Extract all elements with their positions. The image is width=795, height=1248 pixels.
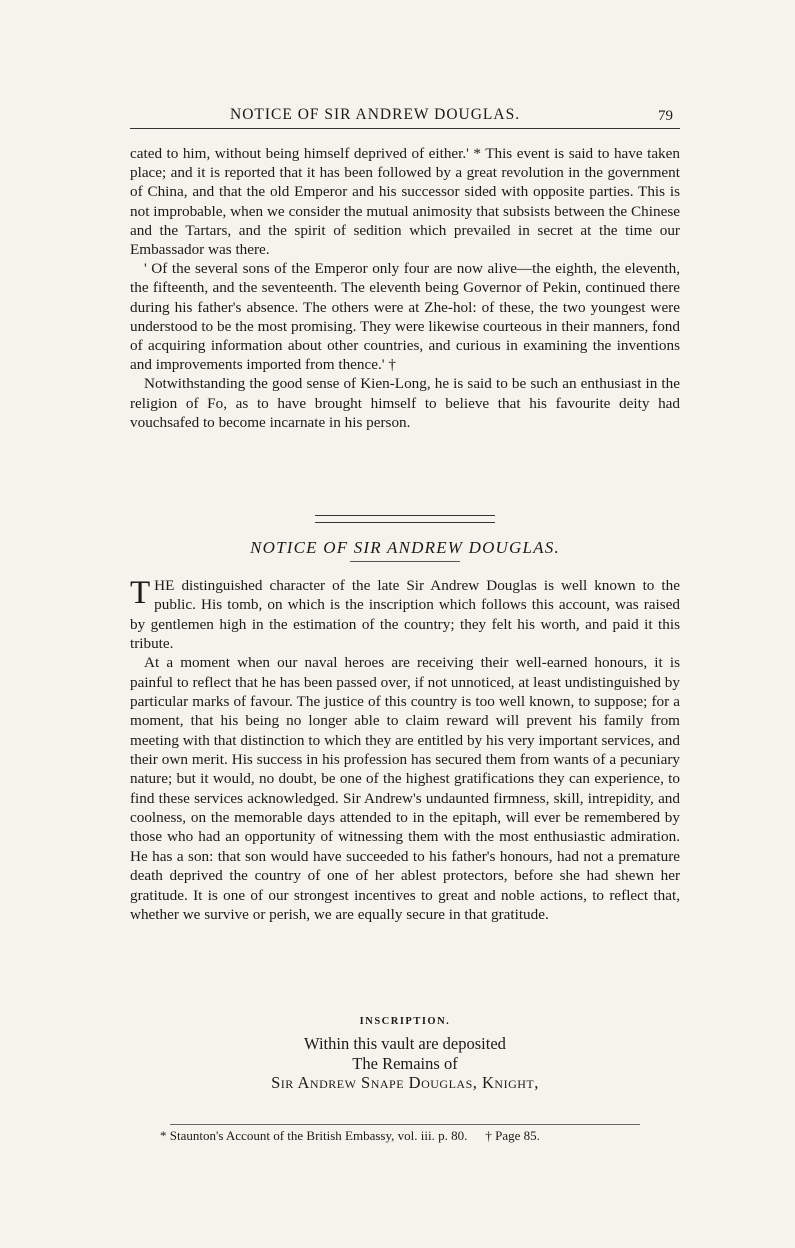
paragraph: At a moment when our naval heroes are receiving their well-earned honours, it is painful to reflect that he has been passed over, if not unnoticed, at least undistinguished by particular marks of favour. The justice of this country is too well known, to suppose; for a moment, that his being no longer able to claim reward will prevent his family from meeting with that distinction to which they are entitled by his very important services, and their own merit. His success in his profession has secured them from wants of a pecuniary nature; but it would, no doubt, be one of the highest gratifications they can experience, to find these services acknowledged. Sir Andrew's undaunted firmness, skill, intrepidity, and coolness, on the memorable days attended to in the epitaph, will ever be remembered by those who had an opportunity of witnessing them with the most enthusiastic admiration. He has a son: that son would have succeeded to his father's honours, had not a premature death deprived the country of one of her ablest protectors, before she had shewn her gratitude. It is one of our strongest incentives to great and noble actions, to reflect that, whether we survive or perish, we are equally secure in that gratitude.: [130, 654, 680, 923]
preceding-article-text: [130, 144, 680, 432]
inscription: [130, 1034, 680, 1093]
running-head-title: NOTICE OF SIR ANDREW DOUGLAS.: [230, 106, 521, 123]
inscription-line: Sir Andrew Snape Douglas, Knight,: [271, 1073, 539, 1092]
paragraph: Notwithstanding the good sense of Kien-Long, he is said to be such an enthusiast in the religion of Fo, as to have brought himself to believe that his favourite deity had vouchsafed to become incarnate in his person.: [130, 375, 680, 431]
paragraph: ' Of the several sons of the Emperor only four are now alive—the eighth, the eleventh, the fifteenth, and the seventeenth. The eleventh being Governor of Pekin, continued there during his father's absence. The others were at Zhe-hol: of these, the two youngest were understood to be the most promising. They were likewise courteous in their manners, fond of acquiring information about other countries, and curious in examining the inventions and improvements imported from thence.' †: [130, 260, 680, 374]
lead-paragraph: [130, 576, 680, 653]
header-rule: [130, 128, 680, 129]
footnote: † Page 85.: [485, 1128, 540, 1143]
inscription-heading: INSCRIPTION.: [359, 1016, 451, 1027]
inscription-line: Within this vault are deposited: [304, 1034, 506, 1053]
section-body: [130, 576, 680, 924]
page-number: 79: [658, 108, 673, 124]
footnotes: [160, 1128, 680, 1144]
footnote: * Staunton's Account of the British Embassy, vol. iii. p. 80.: [160, 1128, 468, 1143]
footnote-rule: [170, 1124, 640, 1125]
section-title: NOTICE OF SIR ANDREW DOUGLAS.: [250, 538, 560, 557]
title-underline: [350, 561, 460, 562]
paragraph: cated to him, without being himself deprived of either.' * This event is said to have taken place; and it is reported that it has been followed by a great revolution in the government of China, and that the old Emperor and his successor sided with opposite parties. This is not improbable, when we consider the mutual animosity that subsists between the Chinese and the Tartars, and the spirit of sedition which prevailed in secret at the time our Embassador was there.: [130, 145, 680, 259]
running-head: [130, 106, 680, 130]
lead-paragraph-text: HE distinguished character of the late Sir Andrew Douglas is well known to the public. His tomb, on which is the inscription which follows this account, was raised by gentlemen high in the estimation of the country; they felt his worth, and paid it this tribute.: [130, 577, 680, 653]
section-divider: [315, 515, 495, 523]
inscription-line: The Remains of: [352, 1053, 458, 1073]
drop-cap: T: [130, 575, 151, 611]
